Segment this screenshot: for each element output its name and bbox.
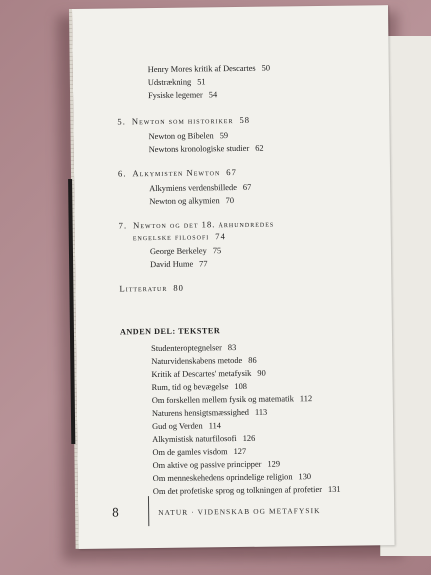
- toc-litteratur: [119, 283, 184, 294]
- toc-entry-title: Kritik af Descartes' metafysik: [151, 368, 252, 380]
- toc-entry-title: Om forskellen mellem fysik og matematik: [151, 394, 294, 406]
- table-of-contents: [72, 5, 395, 549]
- toc-entry-page: 90: [257, 368, 266, 378]
- running-head: NATUR · VIDENSKAB OG METAFYSIK: [158, 506, 321, 517]
- toc-entry-page: 62: [255, 143, 264, 153]
- toc-entry-page: 75: [212, 246, 222, 256]
- chapter-title: Newton som historiker: [131, 115, 234, 127]
- chapter-number: 5.: [117, 116, 126, 127]
- toc-entry-title: Om aktive og passive principper: [152, 459, 262, 471]
- book-page: [72, 5, 395, 549]
- toc-entry: [151, 356, 256, 367]
- toc-entry: [151, 369, 265, 380]
- chapter-title: Alkymisten Newton: [132, 167, 221, 179]
- toc-entry-page: 113: [254, 407, 268, 417]
- toc-entry-title: Alkymistisk naturfilosofi: [152, 434, 237, 445]
- chapter-page: 67: [226, 166, 237, 178]
- toc-entry: [148, 64, 270, 75]
- toc-entry-title: Studenteroptegnelser: [151, 343, 222, 354]
- toc-entry-page: 108: [234, 381, 248, 392]
- toc-entry-title: Alkymiens verdensbillede: [149, 182, 237, 194]
- toc-entry-page: 59: [219, 131, 229, 141]
- toc-entry-page: 77: [199, 259, 208, 269]
- toc-entry: [149, 183, 251, 194]
- toc-entry-page: 83: [227, 343, 237, 353]
- chapter-title: Newton og det 18. århundredes: [133, 218, 275, 231]
- toc-entry-page: 114: [208, 421, 221, 431]
- toc-entry-title: Om menneskehedens oprindelige religion: [152, 472, 293, 484]
- toc-entry-page: 127: [233, 446, 247, 457]
- chapter-title-continued: engelske filosofi: [132, 231, 210, 243]
- toc-entry: [152, 421, 221, 432]
- toc-entry: [151, 343, 236, 354]
- toc-entry: [153, 472, 311, 484]
- chapter-page: 80: [173, 282, 184, 293]
- toc-entry-title: Rum, tid og bevægelse: [151, 382, 229, 393]
- toc-entry-page: 50: [261, 63, 271, 73]
- toc-entry-page: 70: [225, 196, 235, 206]
- toc-entry-title: George Berkeley: [149, 246, 207, 257]
- toc-entry: [150, 259, 208, 270]
- chapter-page: 74: [215, 231, 226, 242]
- toc-entry-title: Newtons kronologiske studier: [148, 143, 250, 155]
- toc-entry: [152, 447, 246, 458]
- toc-entry-page: 86: [248, 355, 257, 365]
- toc-entry: [153, 459, 281, 471]
- toc-entry: [149, 131, 229, 142]
- toc-entry: [149, 144, 264, 155]
- toc-entry-title: Om de gamles visdom: [152, 447, 228, 458]
- toc-entry-page: 129: [267, 459, 281, 469]
- toc-entry: [152, 408, 267, 419]
- toc-entry-page: 130: [298, 472, 312, 482]
- toc-entry: [152, 394, 312, 406]
- chapter-number: 6.: [117, 168, 127, 179]
- toc-chapter-5: [117, 115, 250, 127]
- toc-entry: [150, 246, 221, 257]
- toc-entry-title: Henry Mores kritik af Descartes: [147, 63, 256, 75]
- toc-chapter-6: [118, 167, 237, 178]
- toc-entry-title: Fysiske legemer: [148, 90, 203, 101]
- chapter-number: 7.: [118, 220, 128, 231]
- toc-chapter-7-cont: [133, 231, 226, 242]
- toc-entry: [152, 434, 255, 445]
- toc-entry: [148, 77, 206, 88]
- toc-entry-page: 112: [299, 394, 313, 404]
- chapter-page: 58: [239, 114, 251, 125]
- toc-entry-title: Naturens hensigtsmæssighed: [151, 407, 250, 419]
- toc-entry-title: Gud og Verden: [152, 421, 203, 432]
- toc-entry: [149, 196, 234, 207]
- toc-entry-page: 54: [208, 90, 218, 100]
- toc-entry-page: 67: [242, 182, 252, 192]
- toc-entry-page: 126: [242, 433, 256, 443]
- toc-chapter-7: [119, 219, 275, 231]
- toc-entry-page: 51: [197, 77, 206, 87]
- toc-entry-title: Newton og alkymien: [149, 196, 220, 207]
- toc-entry-title: Om det profetiske sprog og tolkningen af profetier: [152, 484, 323, 497]
- toc-entry-page: 131: [327, 484, 341, 494]
- toc-entry: [152, 382, 247, 393]
- toc-entry-title: Newton og Bibelen: [148, 131, 214, 142]
- toc-entry: [148, 90, 217, 101]
- chapter-title: Litteratur: [119, 282, 168, 294]
- page-number: 8: [112, 504, 119, 520]
- part-heading: ANDEN DEL: TEKSTER: [119, 326, 221, 337]
- toc-entry-title: Naturvidenskabens metode: [151, 355, 243, 367]
- toc-entry-title: Udstrækning: [147, 77, 192, 88]
- toc-entry-title: David Hume: [150, 259, 194, 270]
- toc-entry: [153, 485, 341, 497]
